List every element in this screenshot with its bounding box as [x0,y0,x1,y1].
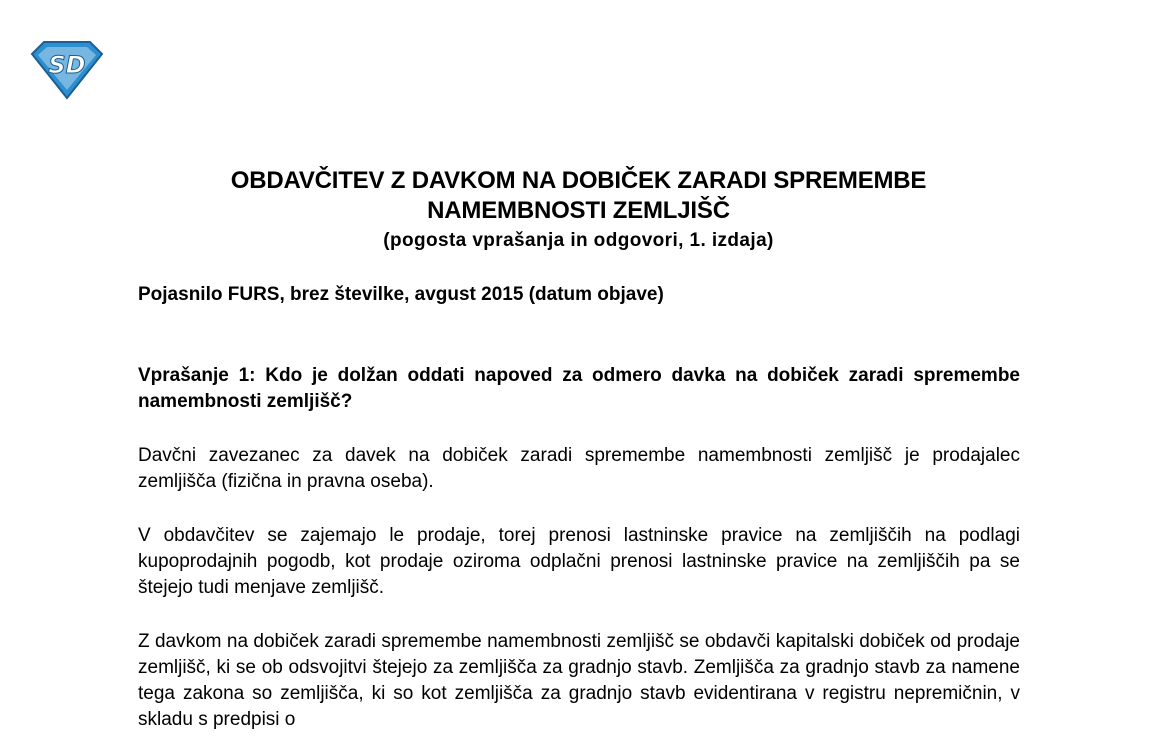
document-title-line-2: NAMEMBNOSTI ZEMLJIŠČ [427,197,730,224]
document-subtitle: (pogosta vprašanja in odgovori, 1. izdaja) [383,230,774,251]
logo [30,40,104,100]
logo-text: SD [48,51,86,79]
paragraph: Z davkom na dobiček zaradi spremembe namembnosti zemljišč se obdavči kapitalski dobiček od prodaje zemljišč, ki se ob odsvojitvi štejejo za zemljišča za gradnjo stavb. Zemljišča za gradnjo stavb za namene tega zakona so zemljišča, ki so kot zemljišča za gradnjo stavb evidentirana v registru nepremičnin, v skladu s predpisi o [138,631,1020,730]
document-title-line-1: OBDAVČITEV Z DAVKOM NA DOBIČEK ZARADI SPREMEMBE [230,167,927,194]
paragraph: Davčni zavezanec za davek na dobiček zaradi spremembe namembnosti zemljišč je prodajalec zemljišča (fizična in pravna oseba). [138,445,1020,492]
paragraph: V obdavčitev se zajemajo le prodaje, torej prenosi lastninske pravice na zemljiščih na podlagi kupoprodajnih pogodb, kot prodaje oziroma odplačni prenosi lastninske pravice na zemljiščih pa se štejejo tudi menjave zemljišč. [138,525,1020,598]
source-line: Pojasnilo FURS, brez številke, avgust 2015 (datum objave) [138,284,664,305]
diamond-shield-logo-icon [30,40,104,100]
question-heading: Vprašanje 1: Kdo je dolžan oddati napoved za odmero davka na dobiček zaradi spremembe namembnosti zemljišč? [138,365,1020,412]
